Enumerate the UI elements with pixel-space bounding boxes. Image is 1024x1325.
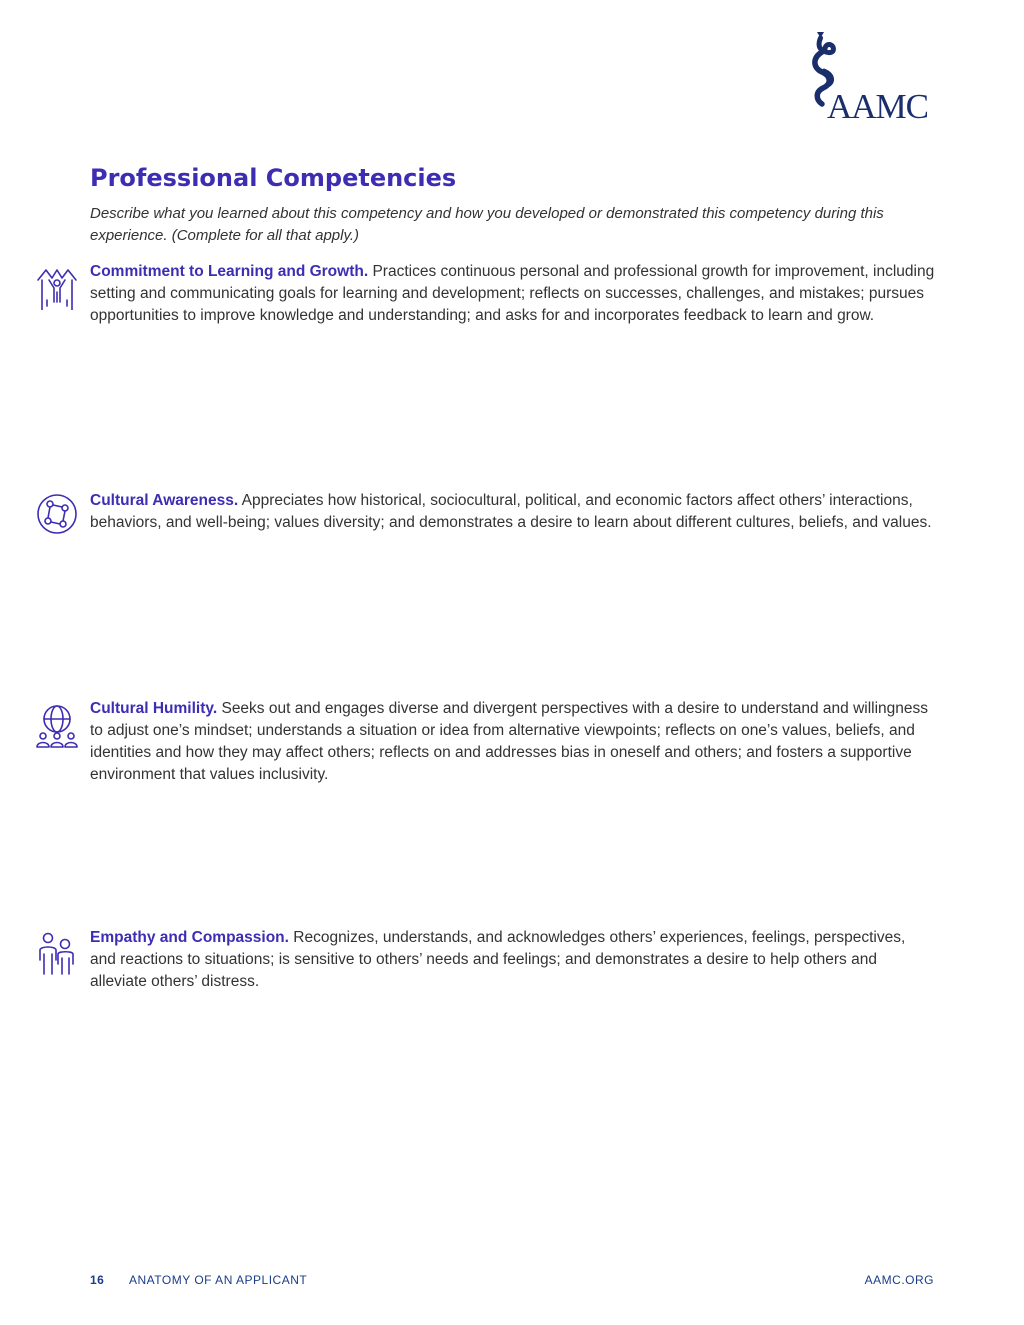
page-number: 16 [90, 1273, 105, 1287]
competency-description: Practices continuous personal and professional growth for improvement, including setting and communicating goals for learning and development; reflects on successes, challenges, and mistakes; pursues opportunities to improve knowledge and understanding; and asks for and incorporates feedback to learn and grow. [90, 263, 935, 324]
network-globe-icon [36, 492, 78, 536]
page-title: Professional Competencies [90, 164, 457, 192]
competency-description: Recognizes, understands, and acknowledges others’ experiences, feelings, perspectives, and reactions to situations; is sensitive to others’ needs and feelings; and demonstrates a desire to help others and alleviate others’ distress. [90, 929, 906, 990]
competency-name: Cultural Awareness. [90, 492, 239, 509]
document-title: ANATOMY OF AN APPLICANT [129, 1273, 308, 1287]
competency-empathy-and-compassion [90, 927, 935, 993]
competency-name: Empathy and Compassion. [90, 929, 289, 946]
competency-description: Appreciates how historical, sociocultural, political, and economic factors affect others’ interactions, behaviors, and well-being; values diversity; and demonstrates a desire to learn about different cultures, beliefs, and values. [90, 492, 932, 531]
competency-cultural-humility [90, 698, 935, 786]
instructions-text: Describe what you learned about this competency and how you developed or demonstrated this competency during this experience. (Complete for all that apply.) [90, 205, 884, 244]
aamc-logo [808, 30, 938, 124]
competency-description: Seeks out and engages diverse and divergent perspectives with a desire to understand and willingness to adjust one’s mindset; understands a situation or idea from alternative viewpoints; reflects on one’s values, beliefs, and identities and how they may affect others; reflects on and addresses bias in oneself and others; and fosters a supportive environment that values inclusivity. [90, 700, 929, 783]
two-people-icon [36, 932, 78, 976]
logo-text: AAMC [827, 87, 929, 126]
website-link[interactable]: AAMC.ORG [864, 1273, 934, 1287]
competency-cultural-awareness [90, 490, 935, 534]
competency-commitment-to-learning [90, 261, 935, 327]
growth-person-icon [36, 266, 78, 310]
competency-name: Commitment to Learning and Growth. [90, 263, 369, 280]
globe-people-icon [36, 704, 78, 748]
competency-name: Cultural Humility. [90, 700, 218, 717]
